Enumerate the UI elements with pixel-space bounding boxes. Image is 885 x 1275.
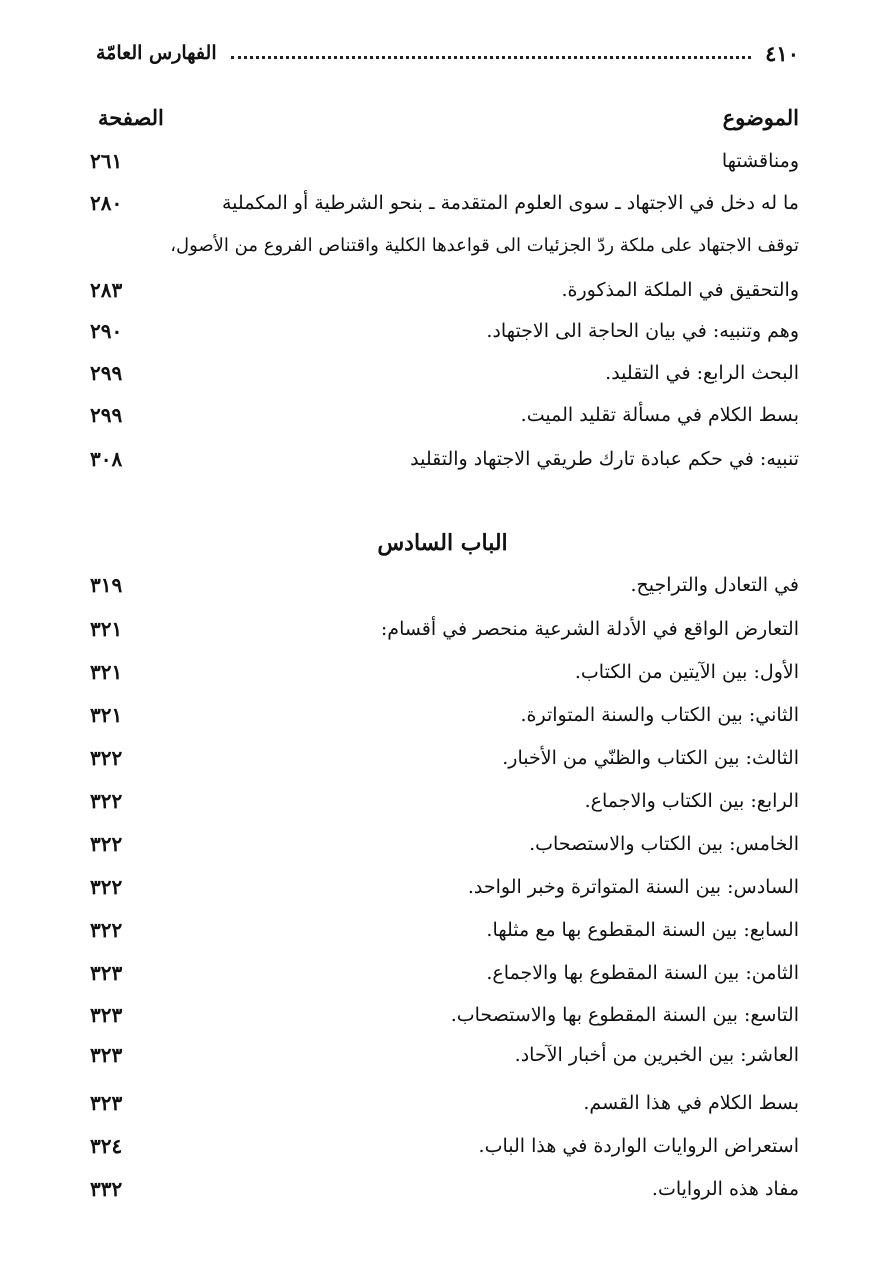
entry-text: ومناقشتها — [721, 150, 799, 172]
index-entry — [90, 786, 799, 816]
index-entry — [90, 400, 799, 430]
index-entry — [90, 570, 799, 600]
index-entry — [90, 1040, 799, 1070]
index-entry — [90, 829, 799, 859]
index-entry — [90, 915, 799, 945]
index-entry — [90, 275, 799, 305]
entry-page: ٣٢٢ — [90, 832, 123, 856]
entry-page: ٣٢١ — [90, 617, 123, 641]
entry-page: ٢٩٩ — [90, 403, 123, 427]
entry-page: ٣٢٣ — [90, 1003, 123, 1027]
index-entry — [90, 1174, 799, 1204]
chapter-heading: الباب السادس — [377, 530, 508, 556]
index-entry — [90, 700, 799, 730]
index-entry — [90, 358, 799, 388]
index-entry — [90, 188, 799, 218]
entry-text: العاشر: بين الخبرين من أخبار الآحاد. — [514, 1044, 799, 1066]
entry-page: ٢٦١ — [90, 149, 123, 173]
index-entry — [90, 444, 799, 474]
header-dot-leader — [231, 56, 752, 59]
index-entry — [90, 1131, 799, 1161]
page-column-heading: الصفحة — [98, 104, 164, 130]
index-entry — [90, 743, 799, 773]
entry-page: ٣٠٨ — [90, 447, 123, 471]
index-entry — [90, 146, 799, 176]
index-entry — [90, 958, 799, 988]
running-header — [96, 38, 799, 68]
entry-page: ٣٢٣ — [90, 1091, 123, 1115]
entry-text: البحث الرابع: في التقليد. — [605, 362, 799, 384]
index-entry — [90, 872, 799, 902]
entry-text: توقف الاجتهاد على ملكة ردّ الجزئيات الى قواعدها الكلية واقتناص الفروع من الأصول، — [170, 234, 799, 256]
index-entry — [90, 1088, 799, 1118]
topic-column-heading: الموضوع — [722, 104, 799, 130]
entry-text: تنبيه: في حكم عبادة تارك طريقي الاجتهاد والتقليد — [410, 448, 799, 470]
index-entry — [90, 316, 799, 346]
entry-page: ٣٢٣ — [90, 961, 123, 985]
header-title: الفهارس العامّة — [96, 42, 217, 64]
entry-text: الخامس: بين الكتاب والاستصحاب. — [529, 833, 799, 855]
index-entry — [90, 1000, 799, 1030]
entry-page: ٣٢٤ — [90, 1134, 123, 1158]
entry-page: ٣٢١ — [90, 703, 123, 727]
entry-page: ٣٢٢ — [90, 918, 123, 942]
entry-text: في التعادل والتراجيح. — [630, 574, 799, 596]
entry-text: التعارض الواقع في الأدلة الشرعية منحصر في أقسام: — [380, 618, 799, 640]
index-entry — [90, 230, 799, 260]
entry-text: التاسع: بين السنة المقطوع بها والاستصحاب. — [450, 1004, 799, 1026]
entry-text: الثالث: بين الكتاب والظنّي من الأخبار. — [502, 747, 799, 769]
entry-page: ٢٩٩ — [90, 361, 123, 385]
entry-page: ٣١٩ — [90, 573, 123, 597]
entry-text: وهم وتنبيه: في بيان الحاجة الى الاجتهاد. — [486, 320, 799, 342]
column-headings — [98, 100, 799, 134]
entry-page: ٢٨٣ — [90, 278, 123, 302]
entry-page: ٣٢٢ — [90, 789, 123, 813]
entry-text: الثاني: بين الكتاب والسنة المتواترة. — [520, 704, 799, 726]
entry-page: ٣٢١ — [90, 660, 123, 684]
entry-page: ٢٩٠ — [90, 319, 123, 343]
entry-page: ٢٨٠ — [90, 191, 123, 215]
header-page-number: ٤١٠ — [765, 40, 799, 66]
entry-text: الأول: بين الآيتين من الكتاب. — [574, 661, 799, 683]
entry-text: مفاد هذه الروايات. — [651, 1178, 799, 1200]
entry-page: ٣٢٢ — [90, 746, 123, 770]
entry-text: بسط الكلام في مسألة تقليد الميت. — [520, 404, 799, 426]
entry-text: الرابع: بين الكتاب والاجماع. — [584, 790, 799, 812]
entry-text: الثامن: بين السنة المقطوع بها والاجماع. — [486, 962, 799, 984]
entry-page: ٣٢٢ — [90, 875, 123, 899]
entry-text: بسط الكلام في هذا القسم. — [583, 1092, 799, 1114]
entry-page: ٣٣٢ — [90, 1177, 123, 1201]
index-entry — [90, 614, 799, 644]
entry-text: استعراض الروايات الواردة في هذا الباب. — [478, 1135, 799, 1157]
entry-text: ما له دخل في الاجتهاد ـ سوى العلوم المتقدمة ـ بنحو الشرطية أو المكملية — [222, 192, 799, 214]
index-entry — [90, 657, 799, 687]
entry-page: ٣٢٣ — [90, 1043, 123, 1067]
entry-text: السادس: بين السنة المتواترة وخبر الواحد. — [467, 876, 799, 898]
entry-text: السابع: بين السنة المقطوع بها مع مثلها. — [486, 919, 799, 941]
entry-text: والتحقيق في الملكة المذكورة. — [561, 279, 799, 301]
